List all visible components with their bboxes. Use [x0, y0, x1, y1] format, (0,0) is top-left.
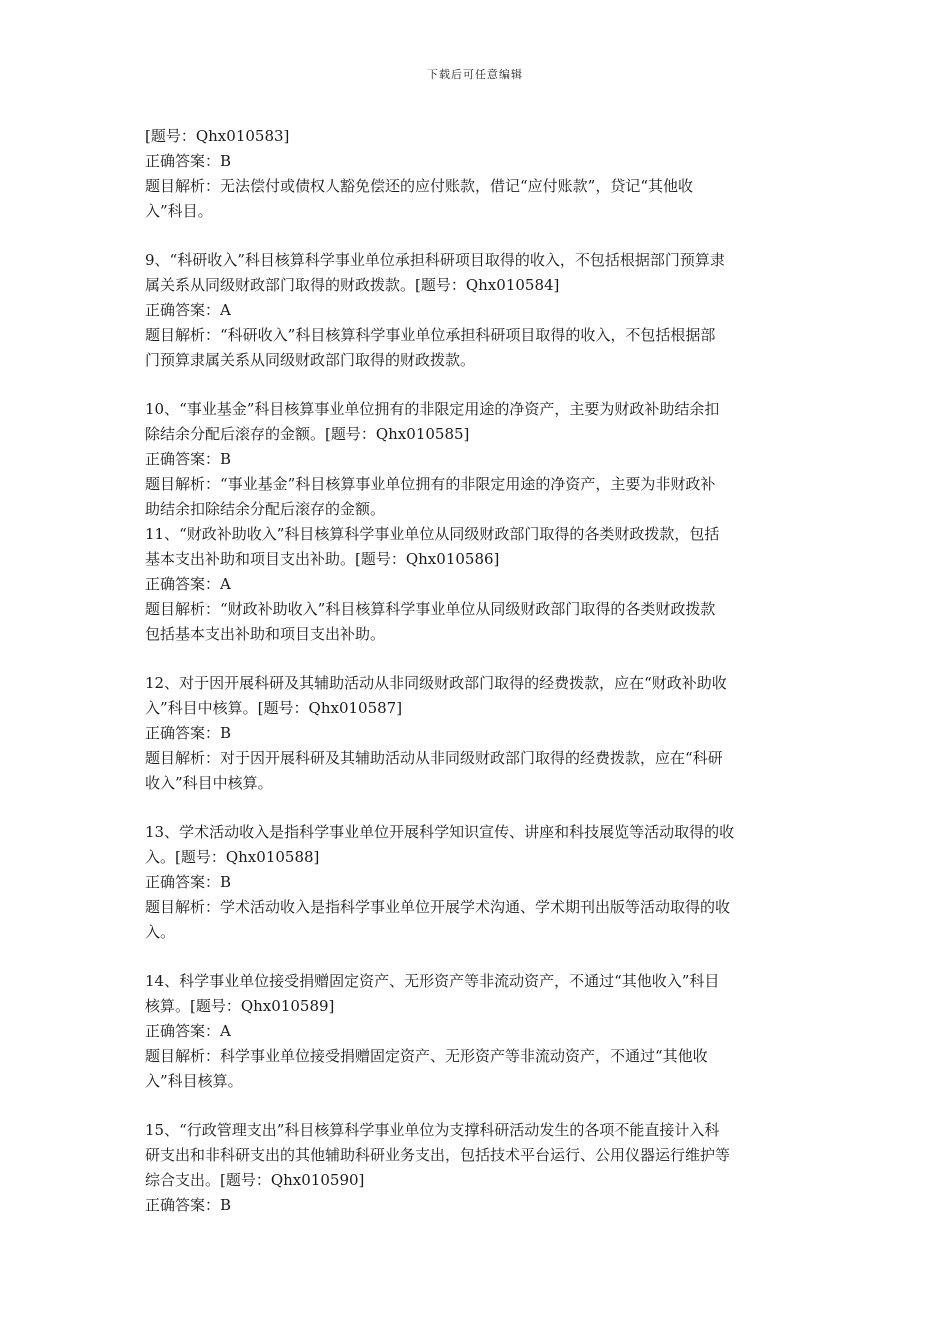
question-line: 12、对于因开展科研及其辅助活动从非同级财政部门取得的经费拨款，应在“财政补助收	[145, 674, 727, 692]
paragraph-gap	[145, 796, 810, 820]
question-line: 9、“科研收入”科目核算科学事业单位承担科研项目取得的收入，不包括根据部门预算隶	[145, 251, 725, 269]
question-line: 综合支出。[题号：Qhx010590]	[145, 1171, 365, 1189]
answer-line: 正确答案：B	[145, 450, 232, 468]
question-line: 入。[题号：Qhx010588]	[145, 848, 320, 866]
question-line: 核算。[题号：Qhx010589]	[145, 997, 335, 1015]
paragraph-gap	[145, 224, 810, 248]
question-line: 13、学术活动收入是指科学事业单位开展科学知识宣传、讲座和科技展览等活动取得的收	[145, 823, 735, 841]
question-line: 10、“事业基金”科目核算事业单位拥有的非限定用途的净资产，主要为财政补助结余扣	[145, 400, 720, 418]
explanation-line: 题目解析：科学事业单位接受捐赠固定资产、无形资产等非流动资产，不通过“其他收	[145, 1047, 708, 1065]
answer-line: 正确答案：B	[145, 1196, 232, 1214]
answer-line: 正确答案：A	[145, 301, 231, 319]
question-line: 15、“行政管理支出”科目核算科学事业单位为支撑科研活动发生的各项不能直接计入科	[145, 1121, 720, 1139]
question-line: 属关系从同级财政部门取得的财政拨款。[题号：Qhx010584]	[145, 276, 560, 294]
question-block	[145, 124, 810, 224]
explanation-line: 门预算隶属关系从同级财政部门取得的财政拨款。	[145, 351, 476, 369]
explanation-line: 题目解析：无法偿付或债权人豁免偿还的应付账款，借记“应付账款”，贷记“其他收	[145, 177, 694, 195]
explanation-line: 题目解析：对于因开展科研及其辅助活动从非同级财政部门取得的经费拨款，应在“科研	[145, 749, 723, 767]
question-block	[145, 969, 810, 1094]
explanation-line: 收入”科目中核算。	[145, 774, 273, 792]
explanation-line: 助结余扣除结余分配后滚存的金额。	[145, 500, 386, 518]
answer-line: 正确答案：B	[145, 152, 232, 170]
explanation-line: 包括基本支出补助和项目支出补助。	[145, 625, 386, 643]
explanation-line: 题目解析：“事业基金”科目核算事业单位拥有的非限定用途的净资产，主要为非财政补	[145, 475, 716, 493]
question-line: 基本支出补助和项目支出补助。[题号：Qhx010586]	[145, 550, 500, 568]
explanation-line: 题目解析：“财政补助收入”科目核算科学事业单位从同级财政部门取得的各类财政拨款	[145, 600, 716, 618]
explanation-line: 入”科目核算。	[145, 1072, 243, 1090]
answer-line: 正确答案：B	[145, 724, 232, 742]
question-line: 14、科学事业单位接受捐赠固定资产、无形资产等非流动资产，不通过“其他收入”科目	[145, 972, 720, 990]
answer-line: 正确答案：B	[145, 873, 232, 891]
paragraph-gap	[145, 945, 810, 969]
paragraph-gap	[145, 647, 810, 671]
document-body	[145, 124, 810, 1218]
explanation-line: 题目解析：学术活动收入是指科学事业单位开展学术沟通、学术期刊出版等活动取得的收	[145, 898, 731, 916]
question-line: 入”科目中核算。[题号：Qhx010587]	[145, 699, 403, 717]
question-block	[145, 820, 810, 945]
answer-line: 正确答案：A	[145, 1022, 231, 1040]
question-line: 11、“财政补助收入”科目核算科学事业单位从同级财政部门取得的各类财政拨款，包括	[145, 525, 720, 543]
explanation-line: 题目解析：“科研收入”科目核算科学事业单位承担科研项目取得的收入，不包括根据部	[145, 326, 716, 344]
question-block	[145, 248, 810, 373]
answer-line: 正确答案：A	[145, 575, 231, 593]
text-line: [题号：Qhx010583]	[145, 127, 290, 145]
explanation-line: 入。	[145, 923, 176, 941]
question-line: 研支出和非科研支出的其他辅助科研业务支出，包括技术平台运行、公用仪器运行维护等	[145, 1146, 731, 1164]
explanation-line: 入”科目。	[145, 202, 213, 220]
question-block	[145, 397, 810, 647]
question-line: 除结余分配后滚存的金额。[题号：Qhx010585]	[145, 425, 470, 443]
page-header: 下载后可任意编辑	[427, 68, 523, 81]
question-block	[145, 1118, 810, 1218]
paragraph-gap	[145, 373, 810, 397]
question-block	[145, 671, 810, 796]
paragraph-gap	[145, 1094, 810, 1118]
